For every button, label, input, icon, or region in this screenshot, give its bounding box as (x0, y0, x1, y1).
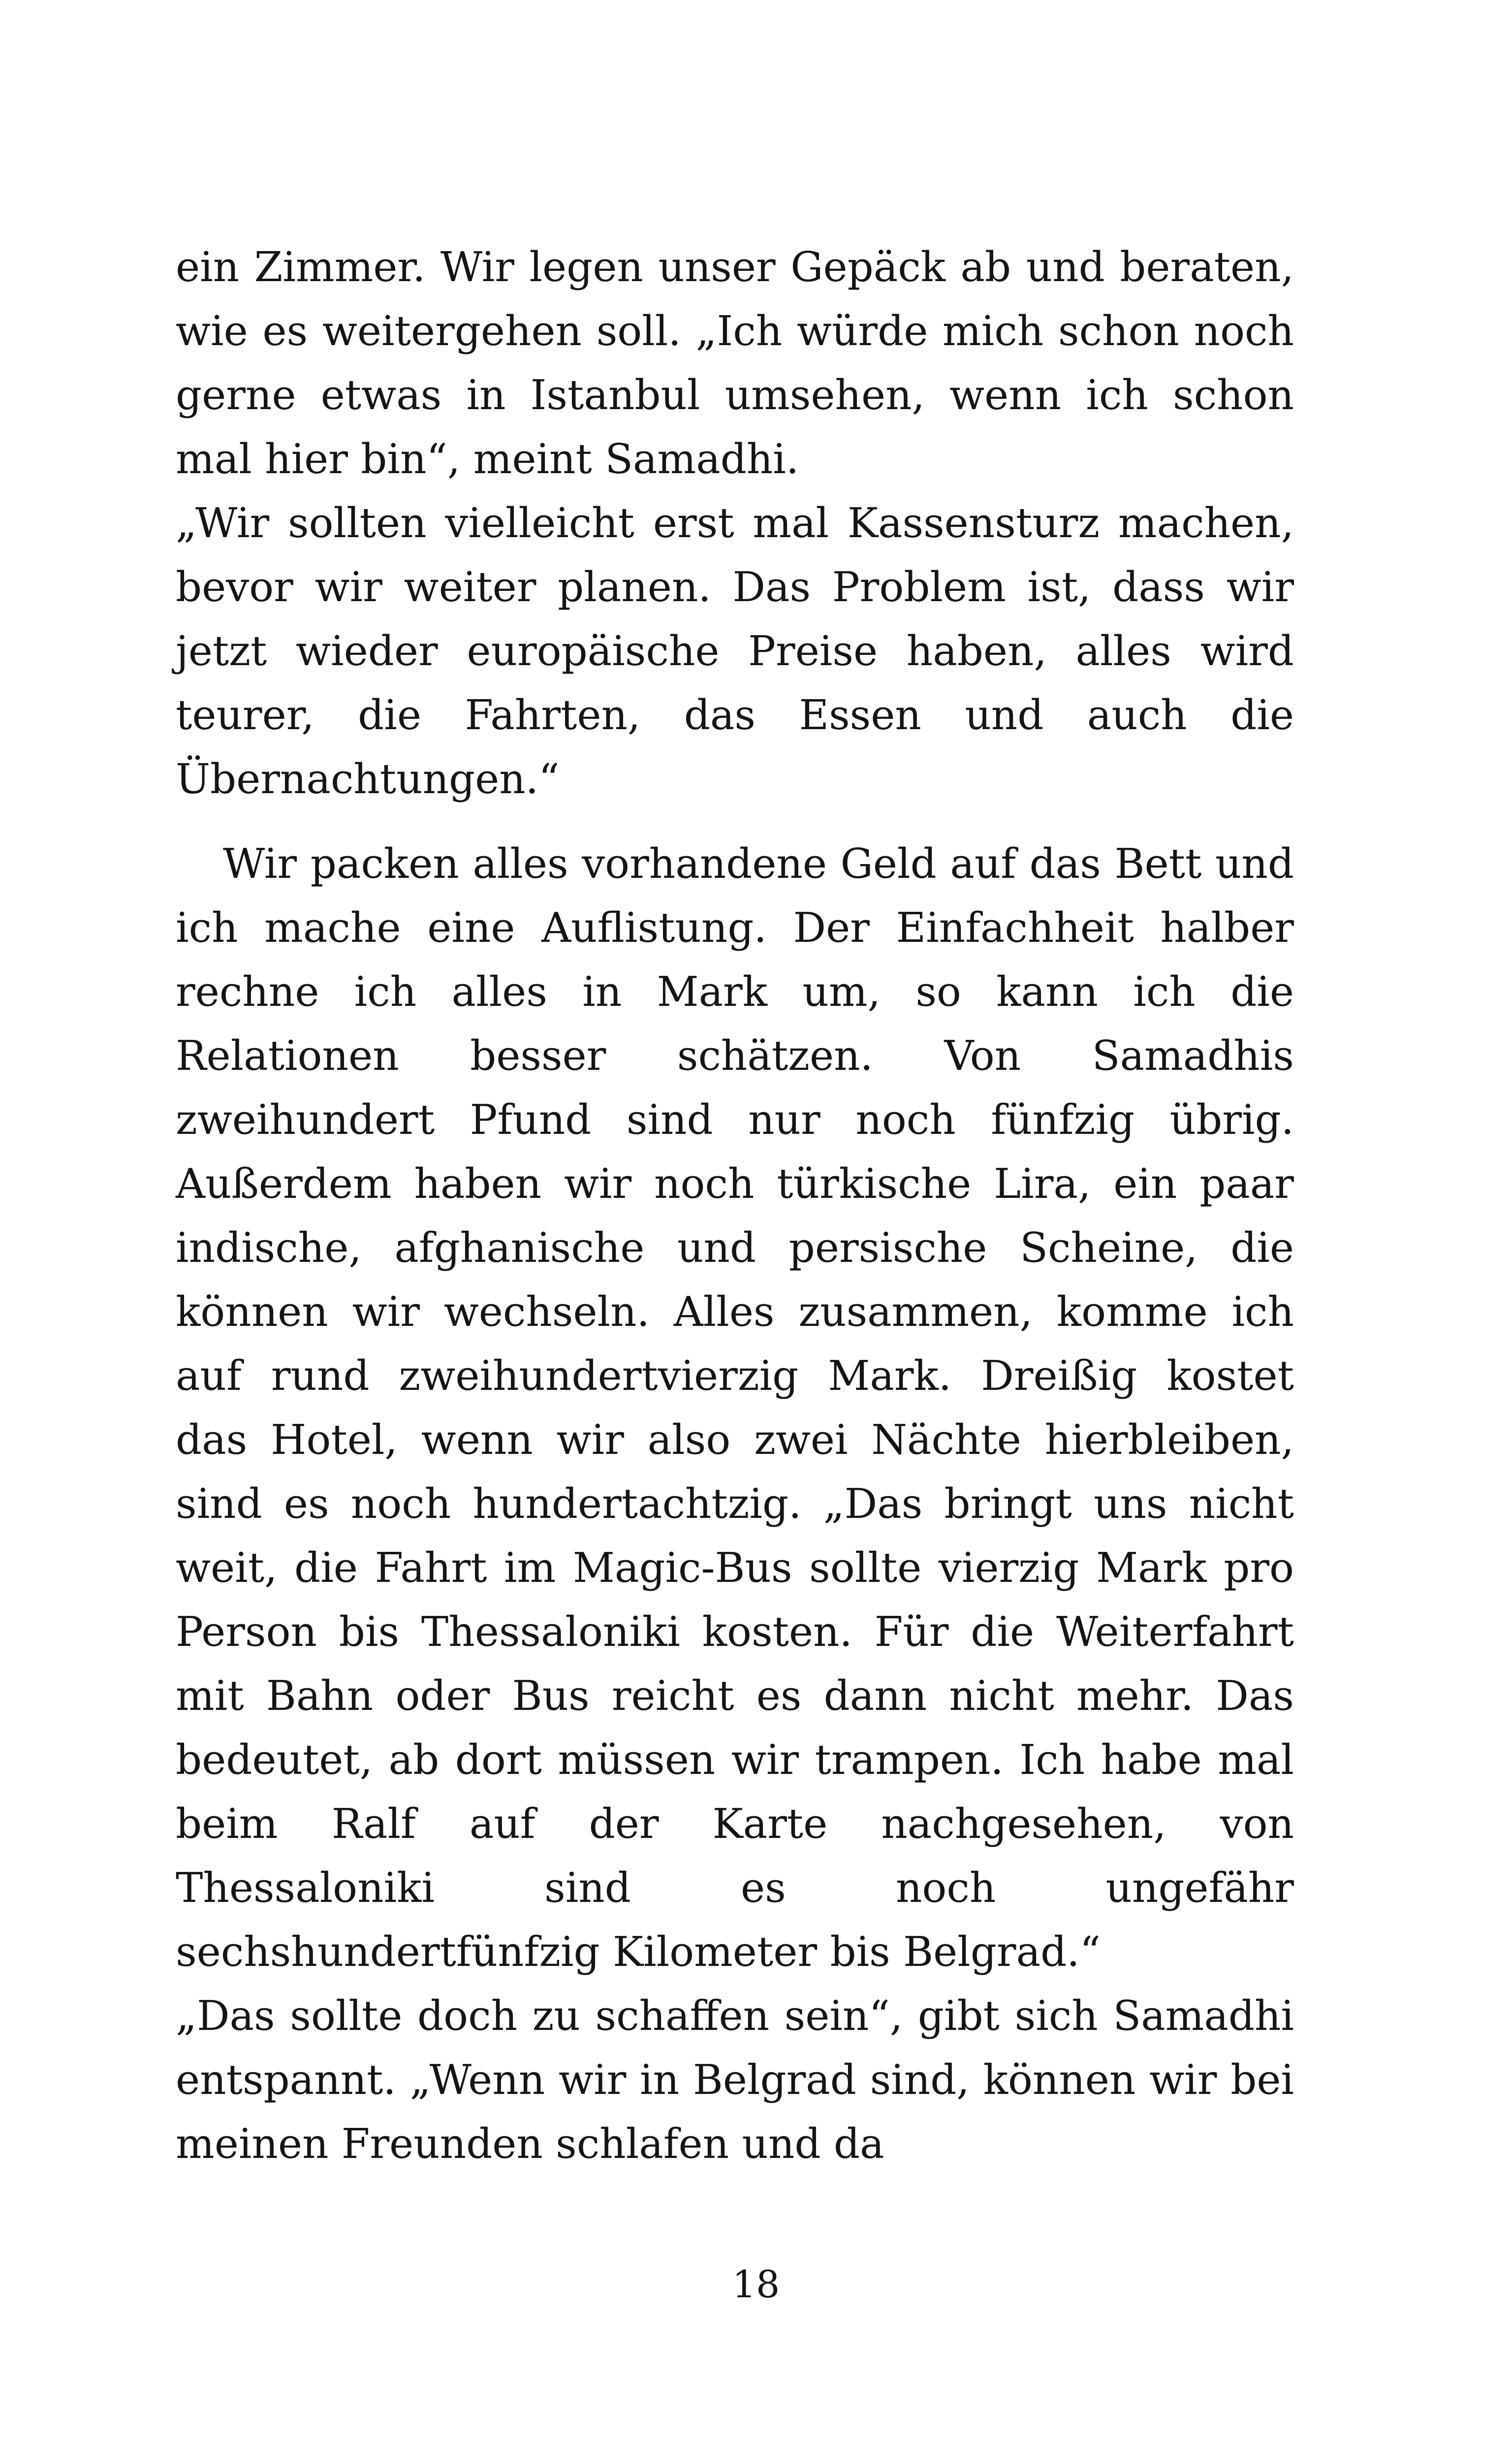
paragraph-3: Wir packen alles vorhandene Geld auf das Bett und ich mache eine Auflistung. Der Einfachheit halber rechne ich alles in Mark um, so kann ich die Relationen besser schätzen. Von Samadhis zweihundert Pfund sind nur noch fünfzig übrig. Außerdem haben wir noch türkische Lira, ein paar indische, afghanische und persische Scheine, die können wir wechseln. Alles zusammen, komme ich auf rund zweihundertvierzig Mark. Dreißig kostet das Hotel, wenn wir also zwei Nächte hierbleiben, sind es noch hundertachtzig. „Das bringt uns nicht weit, die Fahrt im Magic-Bus sollte vierzig Mark pro Person bis Thessaloniki kosten. Für die Weiterfahrt mit Bahn oder Bus reicht es dann nicht mehr. Das bedeutet, ab dort müssen wir trampen. Ich habe mal beim Ralf auf der Karte nachgesehen, von Thessaloniki sind es noch ungefähr sechshundertfünfzig Kilometer bis Belgrad.“ (176, 840, 1294, 1976)
paragraph-1: ein Zimmer. Wir legen unser Gepäck ab und beraten, wie es weitergehen soll. „Ich würde mich schon noch gerne etwas in Istanbul umsehen, wenn ich schon mal hier bin“, meint Samadhi. (176, 243, 1294, 483)
paragraph-4: „Das sollte doch zu schaffen sein“, gibt sich Samadhi entspannt. „Wenn wir in Belgrad sind, können wir bei meinen Freunden schlafen und da (176, 1992, 1294, 2168)
body-text (176, 235, 1294, 2176)
paragraph-2: „Wir sollten vielleicht erst mal Kassensturz machen, bevor wir weiter planen. Das Problem ist, dass wir jetzt wieder europäische Preise haben, alles wird teurer, die Fahrten, das Essen und auch die Übernachtungen.“ (176, 499, 1294, 803)
page-number: 18 (732, 2262, 780, 2306)
